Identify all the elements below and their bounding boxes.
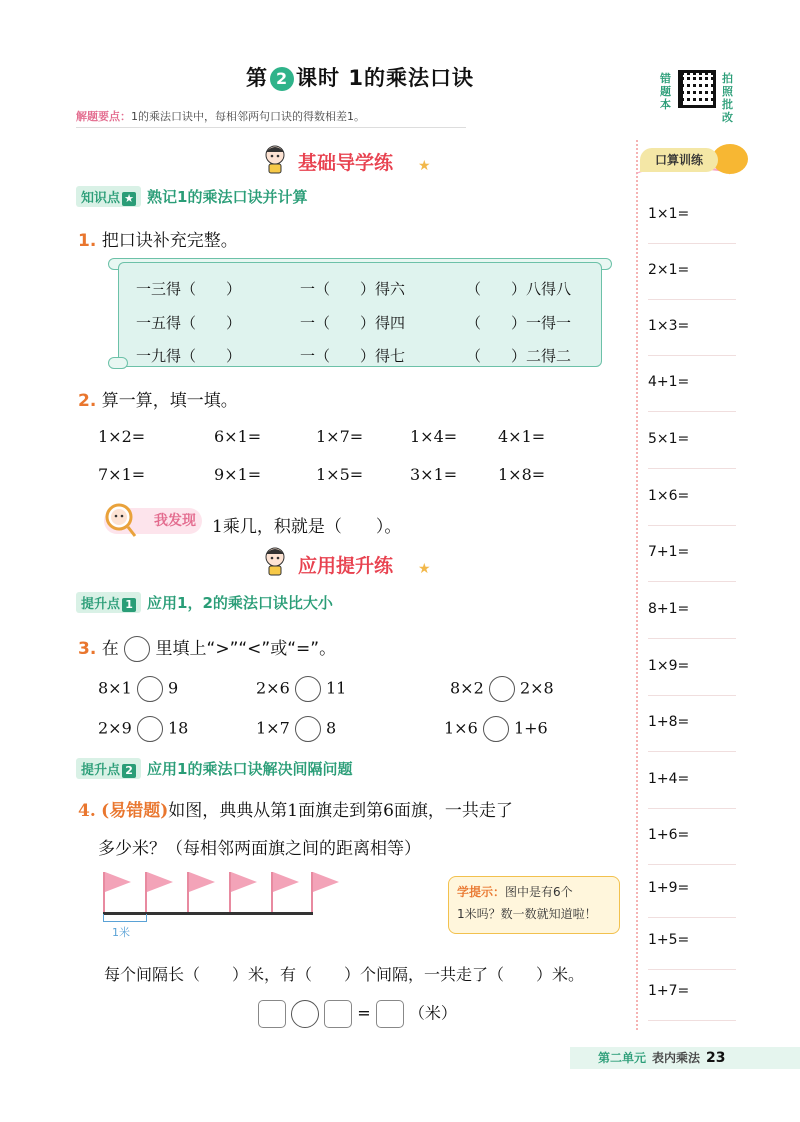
calc-item[interactable]: 4×1= (498, 427, 546, 446)
error-prone-tag: (易错题) (101, 801, 169, 821)
question-4 (78, 796, 513, 821)
side-calc-item[interactable]: 1+4= (648, 771, 736, 809)
discovery-text: 1乘几，积就是（ ）。 (212, 517, 402, 537)
side-calc-item[interactable]: 1×6= (648, 488, 736, 526)
improve-point-line-2 (76, 758, 352, 779)
point-number: 2 (122, 764, 136, 778)
knowledge-point-text: 熟记1的乘法口诀并计算 (147, 188, 308, 206)
compare-circle[interactable] (137, 676, 163, 702)
knowledge-point-line (76, 186, 307, 207)
calc-item[interactable]: 1×5= (316, 465, 364, 484)
hint-label: 学提示： (457, 885, 506, 899)
rhyme-cell[interactable]: 一三得（ ） (136, 280, 242, 298)
compare-item: 8×1 9 (98, 676, 178, 702)
knowledge-point-tag: 知识点 ★ (76, 186, 141, 207)
side-title: 口算训练 (640, 148, 718, 172)
compare-circle[interactable] (295, 676, 321, 702)
side-calc-item[interactable]: 7+1= (648, 544, 736, 582)
page-footer (570, 1047, 800, 1069)
improve-point-text: 应用1的乘法口诀解决间隔问题 (147, 760, 353, 778)
section-title-basic: 基础导学练 (298, 152, 394, 174)
question-text: 在 (101, 639, 119, 659)
star-icon: ★ (418, 158, 431, 174)
side-calc-item[interactable]: 5×1= (648, 431, 736, 469)
hint-text: 图中是有6个 (505, 885, 573, 899)
page-title (0, 62, 720, 92)
compare-item: 1×7 8 (256, 716, 336, 742)
discovery-label: 我发现 (104, 508, 202, 534)
compare-circle[interactable] (295, 716, 321, 742)
section-banner-basic (262, 144, 288, 178)
question-text: 里填上“>”“<”或“=”。 (155, 639, 337, 659)
side-calc-item[interactable]: 2×1= (648, 262, 736, 300)
calc-item[interactable]: 1×7= (316, 427, 364, 446)
side-calc-item[interactable]: 1×1= (648, 206, 736, 244)
question-2 (78, 386, 238, 411)
qr-label-right: 拍照批改 (722, 72, 733, 124)
compare-circle-sample (124, 636, 150, 662)
question-number: 2. (78, 391, 97, 411)
compare-circle[interactable] (483, 716, 509, 742)
measure-bracket (103, 914, 147, 922)
point-number: 1 (122, 598, 136, 612)
rhyme-cell[interactable]: 一五得（ ） (136, 314, 242, 332)
rhyme-cell[interactable]: （ ）二得二 (466, 347, 572, 365)
answer-box[interactable] (324, 1000, 352, 1028)
rhyme-cell[interactable]: （ ）一得一 (466, 314, 572, 332)
section-banner-apply (262, 546, 288, 580)
improve-point-tag: 提升点 1 (76, 592, 141, 613)
kid-mascot-icon (262, 144, 288, 174)
compare-item: 2×9 18 (98, 716, 188, 742)
answer-box[interactable] (376, 1000, 404, 1028)
tip-bar (76, 108, 466, 128)
lesson-number-badge: 2 (270, 67, 294, 91)
side-calc-item[interactable]: 1+6= (648, 827, 736, 865)
hint-box (448, 876, 620, 934)
improve-point-text: 应用1，2的乘法口诀比大小 (147, 594, 333, 612)
rhyme-cell[interactable]: （ ）八得八 (466, 280, 572, 298)
improve-point-line-1 (76, 592, 333, 613)
rhyme-cell[interactable]: 一（ ）得六 (300, 280, 406, 298)
rhyme-cell[interactable]: 一九得（ ） (136, 347, 242, 365)
calc-item[interactable]: 1×2= (98, 427, 146, 446)
side-calc-item[interactable]: 1×9= (648, 658, 736, 696)
magnifier-kid-icon (104, 502, 138, 540)
star-icon: ★ (418, 561, 431, 577)
rhyme-cell[interactable]: 一（ ）得七 (300, 347, 406, 365)
calc-item[interactable]: 3×1= (410, 465, 458, 484)
hint-text: 1米吗？数一数就知道啦！ (457, 907, 597, 921)
calc-item[interactable]: 1×4= (410, 427, 458, 446)
page-number: 23 (706, 1050, 726, 1066)
side-calc-item[interactable]: 4+1= (648, 374, 736, 412)
question-number: 4. (78, 801, 96, 821)
answer-box[interactable] (258, 1000, 286, 1028)
calc-item[interactable]: 9×1= (214, 465, 262, 484)
side-calc-item[interactable]: 8+1= (648, 601, 736, 639)
footer-unit: 第二单元 (598, 1051, 647, 1065)
calc-item[interactable]: 1×8= (498, 465, 546, 484)
tip-label: 解题要点： (76, 110, 131, 123)
equation-row (258, 1000, 457, 1028)
question-text-line2: 多少米？（每相邻两面旗之间的距离相等） (98, 839, 421, 859)
side-divider (636, 140, 638, 1030)
question-text: 如图，典典从第1面旗走到第6面旗，一共走了 (168, 801, 513, 821)
side-calc-item[interactable]: 1+8= (648, 714, 736, 752)
answer-line[interactable]: 每个间隔长（ ）米，有（ ）个间隔，一共走了（ ）米。 (104, 965, 585, 984)
side-calc-item[interactable]: 1+9= (648, 880, 736, 918)
question-text: 把口诀补充完整。 (101, 231, 238, 251)
compare-circle[interactable] (489, 676, 515, 702)
question-text: 算一算，填一填。 (101, 391, 238, 411)
tip-text: 1的乘法口诀中，每相邻两句口诀的得数相差1。 (131, 110, 365, 123)
calc-item[interactable]: 6×1= (214, 427, 262, 446)
star-icon: ★ (122, 192, 136, 206)
side-calc-item[interactable]: 1+5= (648, 932, 736, 970)
qr-label-left: 错题本 (660, 72, 671, 111)
measure-label: 1米 (112, 926, 130, 939)
rhyme-cell[interactable]: 一（ ）得四 (300, 314, 406, 332)
scroll-roll-bottom (108, 357, 128, 369)
compare-item: 8×2 2×8 (450, 676, 554, 702)
compare-circle[interactable] (137, 716, 163, 742)
section-title-apply: 应用提升练 (298, 555, 394, 577)
question-3 (78, 634, 336, 662)
compare-item: 2×6 11 (256, 676, 346, 702)
kid-mascot-icon (262, 546, 288, 576)
question-1 (78, 226, 238, 251)
equals-sign: = (357, 1003, 371, 1023)
question-number: 3. (78, 639, 97, 659)
qr-code-icon[interactable] (678, 70, 716, 108)
question-number: 1. (78, 231, 97, 251)
operator-circle[interactable] (291, 1000, 319, 1028)
compare-item: 1×6 1+6 (444, 716, 548, 742)
unit-label: （米） (408, 1003, 457, 1023)
side-calc-item[interactable]: 1+7= (648, 983, 736, 1021)
footer-chapter: 表内乘法 (652, 1051, 701, 1065)
title-suffix: 课时 1的乘法口诀 (296, 66, 474, 90)
title-prefix: 第 (246, 66, 269, 90)
side-calc-item[interactable]: 1×3= (648, 318, 736, 356)
improve-point-tag: 提升点 2 (76, 758, 141, 779)
calc-item[interactable]: 7×1= (98, 465, 146, 484)
